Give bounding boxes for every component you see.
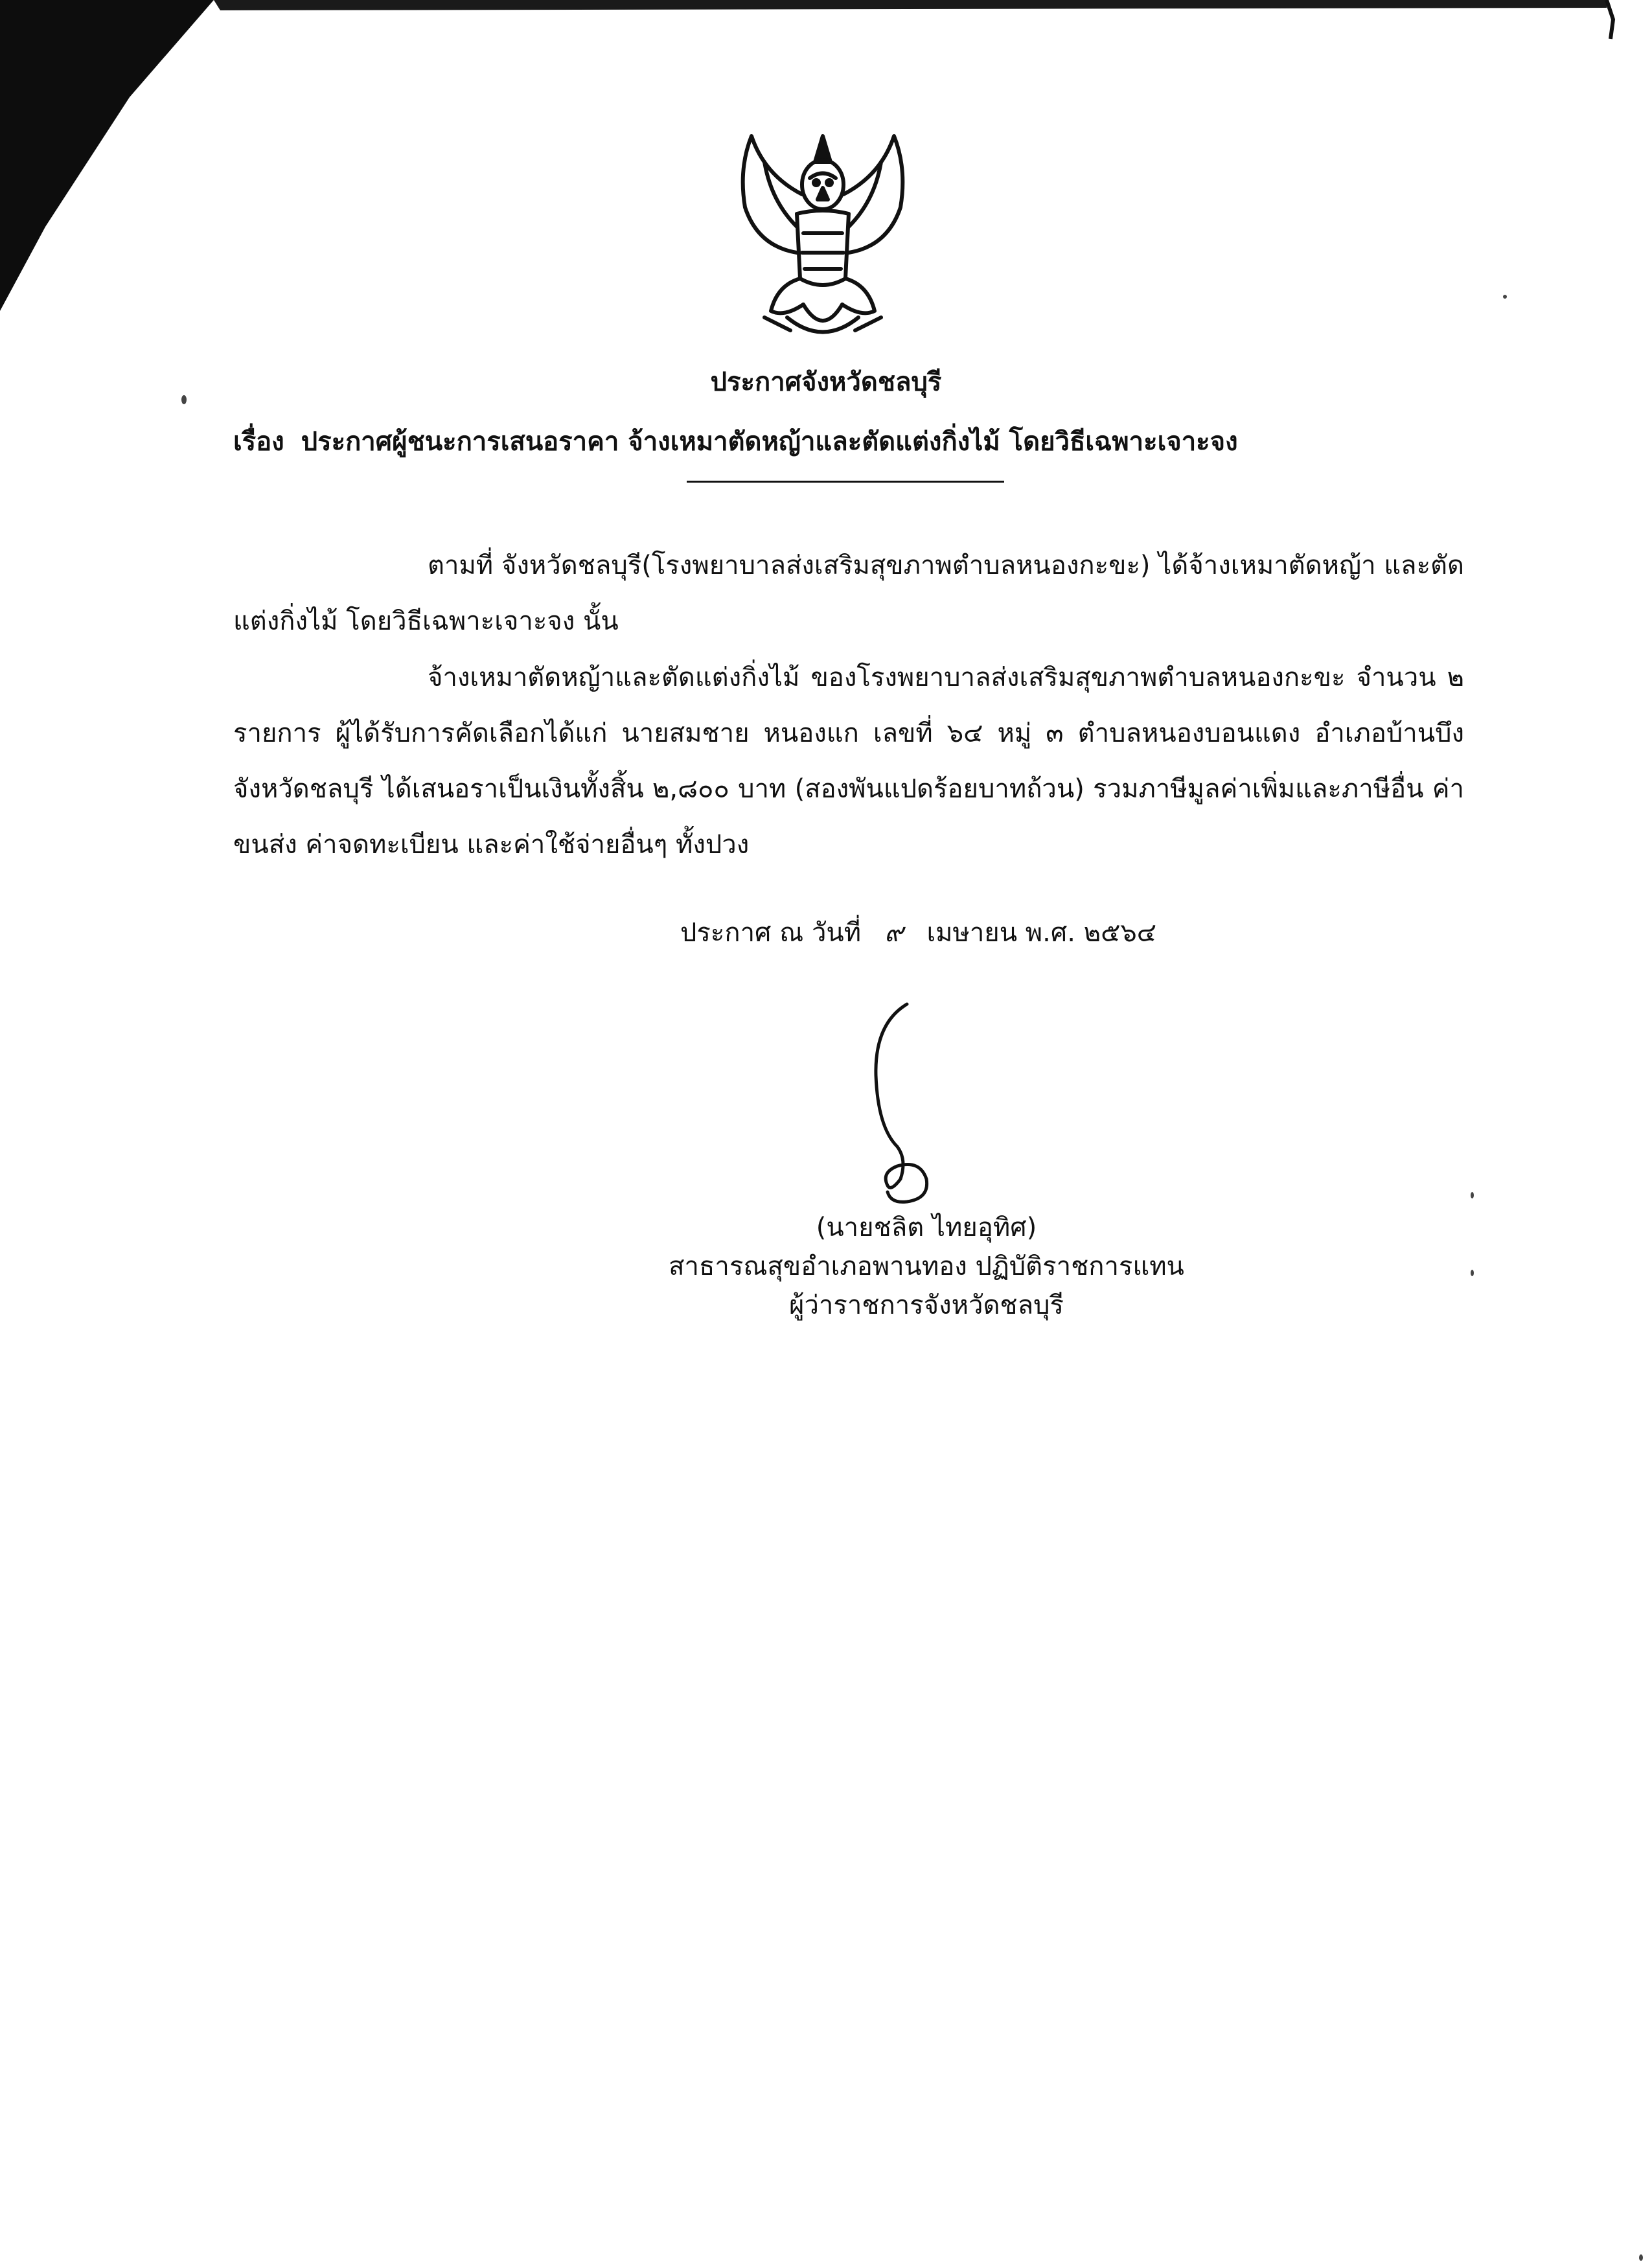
title-divider xyxy=(687,481,1004,483)
date-day: ๙ xyxy=(884,918,904,948)
scan-speck xyxy=(1471,1192,1474,1198)
signer-name: (นายชลิต ไทยอุทิศ) xyxy=(816,1213,1037,1243)
handwritten-signature xyxy=(836,998,985,1211)
signer-position-1: สาธารณสุขอำเภอพานทอง ปฏิบัติราชการแทน xyxy=(669,1252,1184,1281)
announcement-date xyxy=(680,913,1156,952)
garuda-emblem-icon xyxy=(726,123,920,350)
signer-position-2: ผู้ว่าราชการจังหวัดชลบุรี xyxy=(789,1290,1064,1320)
date-month-year: เมษายน พ.ศ. ๒๕๖๔ xyxy=(926,918,1157,948)
scan-speck xyxy=(1503,295,1507,299)
scan-speck xyxy=(181,395,187,404)
signer-block xyxy=(635,1208,1218,1325)
date-prefix: ประกาศ ณ วันที่ xyxy=(680,918,862,948)
document-title: ประกาศจังหวัดชลบุรี xyxy=(710,367,942,397)
body-paragraph-1: ตามที่ จังหวัดชลบุรี(โรงพยาบาลส่งเสริมสุขภาพตำบลหนองกะขะ) ได้จ้างเหมาตัดหญ้า และตัดแต่งกิ่งไม้ โดยวิธีเฉพาะเจาะจง นั้น xyxy=(233,551,1464,636)
scan-speck xyxy=(1639,2254,1643,2261)
scan-speck xyxy=(1471,1270,1474,1276)
document-subject xyxy=(233,422,1464,461)
subject-label: เรื่อง xyxy=(233,427,284,457)
body-paragraph-2: จ้างเหมาตัดหญ้าและตัดแต่งกิ่งไม้ ของโรงพยาบาลส่งเสริมสุขภาพตำบลหนองกะขะ จำนวน ๒ รายการ ผู้ได้รับการคัดเลือกได้แก่ นายสมชาย หนองแก เลขที่ ๖๔ หมู่ ๓ ตำบลหนองบอนแดง อำเภอบ้านบึง จังหวัดชลบุรี ได้เสนอราเป็นเงินทั้งสิ้น ๒,๘๐๐ บาท (สองพันแปดร้อยบาทถ้วน) รวมภาษีมูลค่าเพิ่มและภาษีอื่น ค่าขนส่ง ค่าจดทะเบียน และค่าใช้จ่ายอื่นๆ ทั้งปวง xyxy=(233,663,1464,860)
subject-text: ประกาศผู้ชนะการเสนอราคา จ้างเหมาตัดหญ้าและตัดแต่งกิ่งไม้ โดยวิธีเฉพาะเจาะจง xyxy=(301,427,1238,457)
